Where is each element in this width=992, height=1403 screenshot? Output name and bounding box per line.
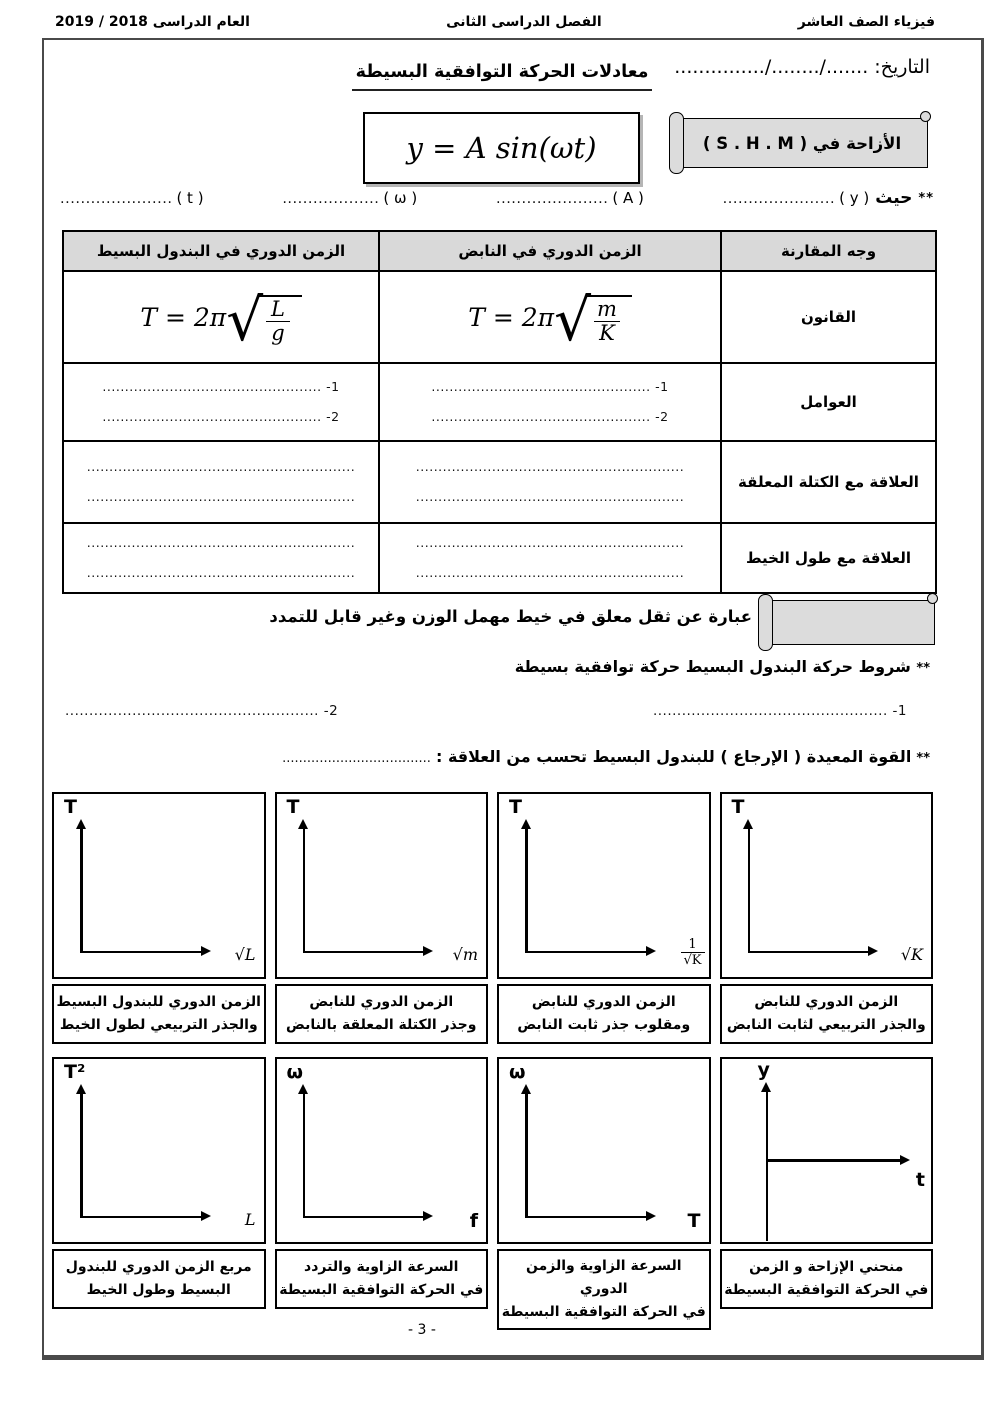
y-axis [80, 828, 83, 951]
fill-dots-omega: ................... [282, 191, 380, 207]
x-axis [525, 1216, 647, 1219]
graph-caption: الزمن الدوري للنابض وجذر الكتلة المعلقة بالنابض [275, 984, 489, 1044]
table-row-length-relation [63, 523, 936, 593]
x-axis [525, 951, 647, 954]
y-axis [303, 1093, 306, 1216]
symbol-omega: ( ω ) [383, 189, 418, 207]
page-title: معادلات الحركة التوافقية البسيطة [352, 62, 652, 91]
conditions-heading: ** شروط حركة البندول البسيط حركة توافقية بسيطة [514, 657, 930, 676]
spring-period-formula: T = 2π √ m K [380, 292, 720, 342]
x-axis [303, 951, 425, 954]
y-axis [525, 1093, 528, 1216]
row-label-law: القانون [721, 271, 936, 363]
pendulum-banner-scroll [765, 600, 935, 645]
length-spring-cell: ............................................................ ............................................................ [379, 523, 721, 593]
table-header-row [63, 231, 936, 271]
comparison-table [62, 230, 937, 594]
header-term: الفصل الدراسى الثانى [446, 14, 602, 30]
fill-dots-y: ...................... [722, 191, 836, 207]
graph-caption: الزمن الدوري للبندول البسيط والجذر التربيعي لطول الخيط [52, 984, 266, 1044]
asterisks-marker: ** [918, 190, 934, 206]
row-label-factors: العوامل [721, 363, 936, 441]
graph-T-vs-sqrtL [52, 792, 266, 1044]
where-word: حيث [875, 188, 913, 208]
y-axis-label: ω [509, 1061, 526, 1083]
symbol-t: ( t ) [176, 189, 204, 207]
shm-banner-label: الأزاحة في ( S . H . M ) [702, 133, 902, 153]
column-header-pendulum: الزمن الدوري في البندول البسيط [63, 231, 379, 271]
graph-caption: مربع الزمن الدوري للبندول البسيط وطول الخيط [52, 1249, 266, 1309]
conditions-lines [65, 703, 907, 719]
header-year: العام الدراسى 2018 / 2019 [55, 14, 250, 30]
condition-line-2: 2- ..................................................... [65, 703, 339, 719]
x-axis-label: √m [452, 945, 478, 964]
x-axis [303, 1216, 425, 1219]
table-row-factors [63, 363, 936, 441]
y-axis [303, 828, 306, 951]
graph-y-vs-t [720, 1057, 934, 1330]
graph-T-vs-sqrtK [720, 792, 934, 1044]
restoring-force-line: ** القوة المعيدة ( الإرجاع ) للبندول البسيط تحسب من العلاقة : .................................... [282, 747, 930, 766]
table-row-mass-relation [63, 441, 936, 523]
y-axis-label: T [731, 796, 745, 818]
x-axis-label: t [915, 1169, 925, 1191]
graph-T-vs-inverse-sqrtK [497, 792, 711, 1044]
symbol-A: ( A ) [612, 189, 644, 207]
pendulum-definition: عبارة عن ثقل معلق في خيط مهمل الوزن وغير قابل للتمدد [269, 607, 752, 626]
asterisks-marker: ** [916, 661, 930, 676]
asterisks-marker: ** [916, 751, 930, 766]
shm-banner-scroll [676, 118, 928, 168]
column-header-spring: الزمن الدوري في النابض [379, 231, 721, 271]
graph-omega-vs-f [275, 1057, 489, 1330]
row-label-mass-relation: العلاقة مع الكتلة المعلقة [721, 441, 936, 523]
x-axis [80, 951, 202, 954]
page-header [55, 14, 935, 30]
x-axis-label: 1 √K [681, 937, 705, 969]
length-pendulum-cell: ............................................................ ............................................................ [63, 523, 379, 593]
column-header-compare: وجه المقارنة [721, 231, 936, 271]
fill-dots-A: ...................... [495, 191, 609, 207]
graph-row-2 [52, 1057, 933, 1330]
pendulum-period-formula: T = 2π √ L g [64, 292, 378, 342]
y-axis [748, 828, 751, 951]
page-number: - 3 - [408, 1322, 436, 1338]
graph-omega-vs-T [497, 1057, 711, 1330]
graph-T-vs-sqrtm [275, 792, 489, 1044]
graph-caption: السرعة الزاوية والزمن الدوري في الحركة التوافقية البسيطة [497, 1249, 711, 1330]
y-axis-label: T [286, 796, 300, 818]
condition-line-1: 1- ................................................. [652, 703, 907, 719]
y-axis [766, 1091, 769, 1241]
row-label-length-relation: العلاقة مع طول الخيط [721, 523, 936, 593]
x-axis-label: T [687, 1210, 701, 1232]
graph-row-1 [52, 792, 933, 1044]
factors-pendulum-cell: 1- ................................................. 2- ................................................. [63, 363, 379, 441]
x-axis [748, 951, 870, 954]
date-line: التاريخ: ......./......../............... [674, 56, 930, 78]
y-axis-label: y [757, 1059, 770, 1081]
y-axis [525, 828, 528, 951]
table-row-law [63, 271, 936, 363]
y-axis [80, 1093, 83, 1216]
y-axis-label: T [64, 796, 77, 818]
symbol-y: ( y ) [839, 189, 870, 207]
graph-T-squared-vs-L [52, 1057, 266, 1330]
sqrt-radical: √ [554, 285, 592, 354]
x-axis [80, 1216, 202, 1219]
where-line [60, 188, 934, 208]
graph-caption: الزمن الدوري للنابض والجذر التربيعي لثابت النابض [720, 984, 934, 1044]
shm-equation: y = A sin(ωt) [406, 131, 597, 165]
shm-equation-box [363, 112, 640, 184]
x-axis-label: f [469, 1210, 478, 1232]
y-axis-label: T² [64, 1061, 86, 1083]
y-axis-label: ω [286, 1061, 304, 1083]
mass-pendulum-cell: ............................................................ ............................................................ [63, 441, 379, 523]
fill-dots-t: ...................... [60, 191, 173, 207]
x-axis [766, 1159, 902, 1162]
x-axis-label: √K [900, 945, 923, 964]
y-axis-label: T [509, 796, 522, 818]
sqrt-radical: √ [226, 285, 264, 354]
x-axis-label: L [244, 1210, 256, 1229]
graph-caption: الزمن الدوري للنابض ومقلوب جذر ثابت النابض [497, 984, 711, 1044]
graph-caption: منحني الإزاحة و الزمن في الحركة التوافقية البسيطة [720, 1249, 934, 1309]
graph-caption: السرعة الزاوية والتردد في الحركة التوافقية البسيطة [275, 1249, 489, 1309]
x-axis-label: √L [234, 945, 256, 964]
mass-spring-cell: ............................................................ ............................................................ [379, 441, 721, 523]
header-course: فيزياء الصف العاشر [797, 14, 935, 30]
factors-spring-cell: 1- ................................................. 2- ................................................. [379, 363, 721, 441]
